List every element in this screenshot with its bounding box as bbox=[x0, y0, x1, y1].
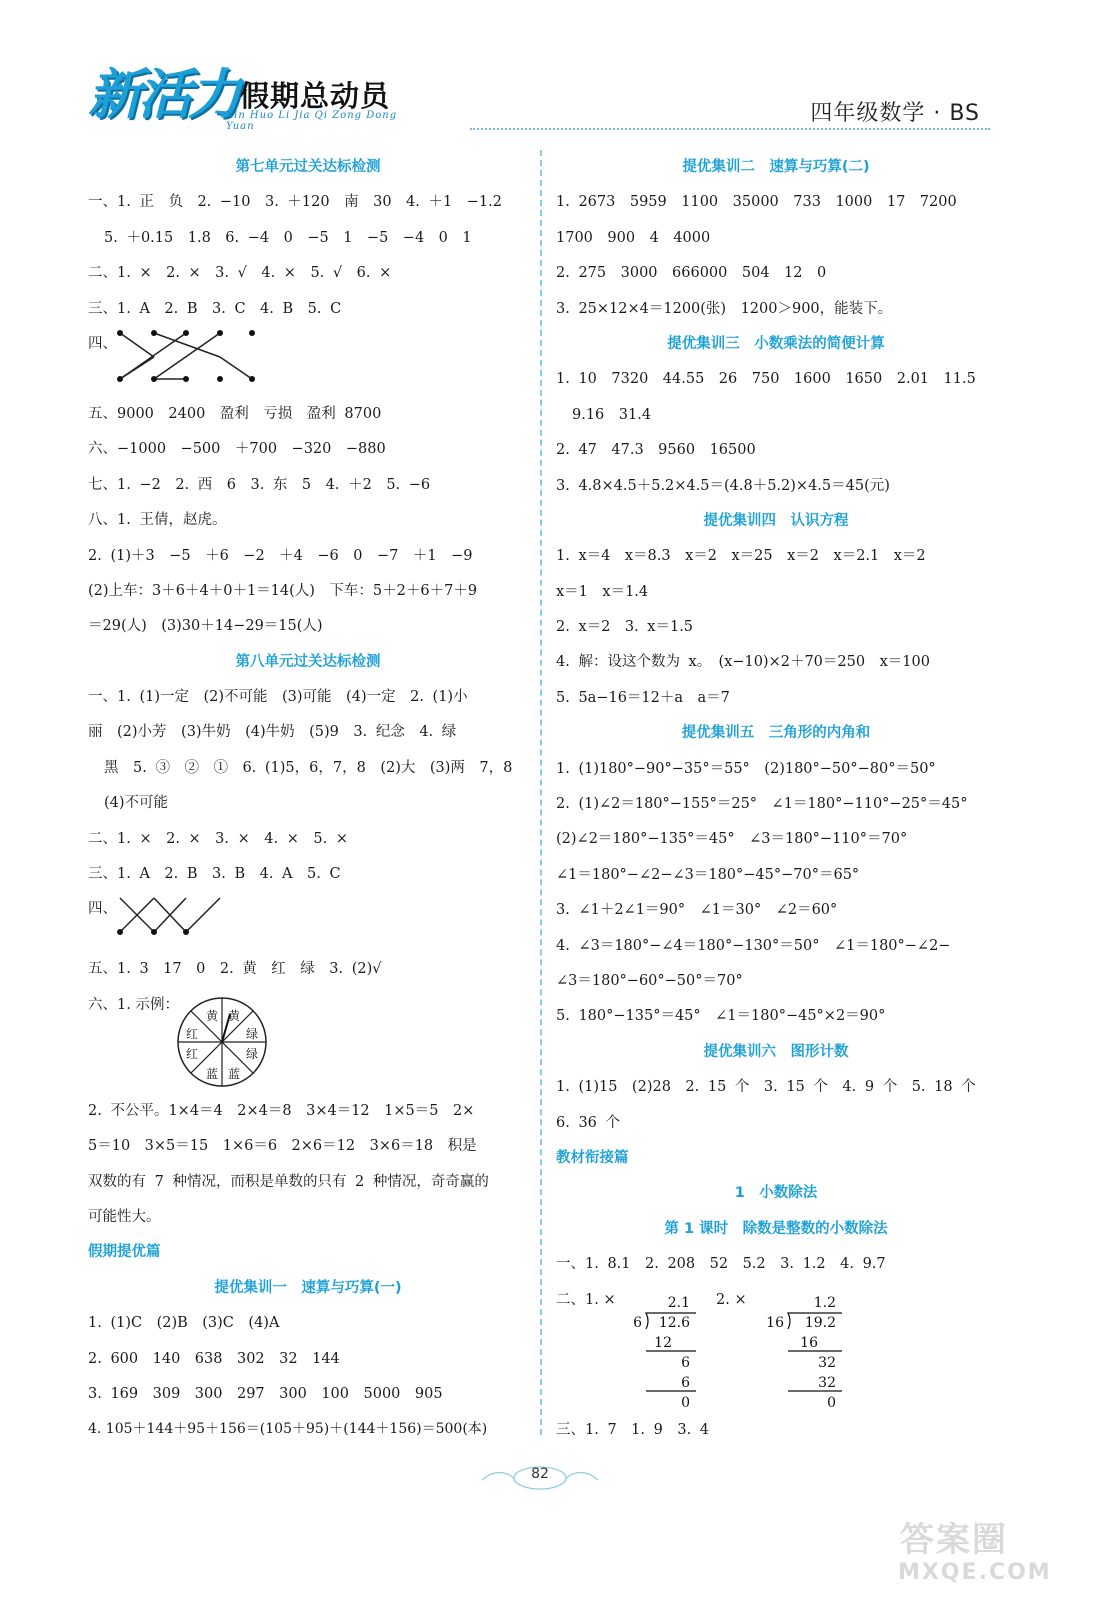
section-title-holiday: 假期提优篇 bbox=[88, 1244, 161, 1261]
answer-line: 二、1. × 2. × 3. × 4. × 5. × bbox=[88, 830, 348, 847]
answer-line: 9.16 31.4 bbox=[572, 406, 652, 423]
divisor: 6 bbox=[633, 1314, 642, 1331]
answer-line: 2. (1)∠2＝180°−155°＝25° ∠1＝180°−110°−25°＝45° bbox=[556, 796, 968, 813]
divisor: 16 bbox=[766, 1314, 784, 1331]
division-label-2: 2. × bbox=[716, 1291, 747, 1308]
long-division-1 bbox=[628, 1293, 718, 1411]
answer-line: 黑 5. ③ ② ① 6. (1)5，6，7，8 (2)大 (3)两 7，8 bbox=[104, 759, 513, 776]
spinner-sector: 黄 bbox=[205, 1008, 219, 1023]
dividend: 12.6 bbox=[658, 1314, 690, 1331]
answer-line: x＝1 x＝1.4 bbox=[556, 583, 649, 600]
answer-line: 七、1. −2 2. 西 6 3. 东 5 4. ＋2 5. −6 bbox=[88, 476, 431, 493]
right-column bbox=[556, 150, 996, 1448]
answer-line: 二、1. × 2. × 3. √ 4. × 5. √ 6. × bbox=[88, 265, 392, 282]
lesson1-heading: 第 1 课时 除数是整数的小数除法 bbox=[664, 1220, 888, 1237]
watermark-url: MXQE.COM bbox=[898, 1560, 1052, 1585]
answer-line: 6. 36 个 bbox=[556, 1114, 621, 1131]
header-divider bbox=[470, 128, 990, 130]
dividend: 19.2 bbox=[804, 1314, 836, 1331]
column-divider bbox=[540, 150, 542, 1435]
answer-line: 八、1. 王倩，赵虎。 bbox=[88, 512, 227, 529]
answer-line: 5. ＋0.15 1.8 6. −4 0 −5 1 −5 −4 0 1 bbox=[104, 229, 472, 246]
step-value: 6 bbox=[681, 1354, 690, 1371]
answer-line: 丽 (2)小芳 (3)牛奶 (4)牛奶 (5)9 3. 纪念 4. 绿 bbox=[88, 724, 457, 741]
answer-line: 1. (1)180°−90°−35°＝55° (2)180°−50°−80°＝50° bbox=[556, 760, 936, 777]
answer-line: 2. x＝2 3. x＝1.5 bbox=[556, 619, 694, 636]
answer-line: 一、1. 8.1 2. 208 52 5.2 3. 1.2 4. 9.7 bbox=[556, 1256, 886, 1273]
spinner-sector: 红 bbox=[185, 1046, 199, 1061]
answer-line: 一、1. (1)一定 (2)不可能 (3)可能 (4)一定 2. (1)小 bbox=[88, 689, 468, 706]
answer-line: 3. 25×12×4＝1200(张) 1200＞900，能装下。 bbox=[556, 300, 893, 317]
watermark-logo: 答案圈 bbox=[900, 1520, 1008, 1560]
answer-line: 5＝10 3×5＝15 1×6＝6 2×6＝12 3×6＝18 积是 bbox=[88, 1138, 477, 1155]
step-value: 32 bbox=[818, 1354, 836, 1371]
answer-line: 五、9000 2400 盈利 亏损 盈利 8700 bbox=[88, 405, 382, 422]
answer-line: (2)上车：3＋6＋4＋0＋1＝14(人) 下车：5＋2＋6＋7＋9 bbox=[88, 582, 478, 599]
brand-logo bbox=[88, 52, 428, 132]
answer-line: 1. 2673 5959 1100 35000 733 1000 17 7200 bbox=[556, 194, 957, 211]
unit7-heading: 第七单元过关达标检测 bbox=[235, 159, 381, 175]
step-value: 12 bbox=[654, 1334, 672, 1351]
page-number: 82 bbox=[531, 1466, 549, 1482]
logo-title: 假期总动员 bbox=[240, 79, 391, 113]
spinner-example bbox=[88, 988, 528, 1094]
answer-line: 1. (1)15 (2)28 2. 15 个 3. 15 个 4. 9 个 5. 18 个 bbox=[556, 1079, 976, 1096]
answer-line: 六、−1000 −500 ＋700 −320 −880 bbox=[88, 441, 386, 458]
left-column bbox=[88, 150, 528, 1448]
answer-line: (4)不可能 bbox=[104, 795, 169, 812]
division-label-1: 二、1. × bbox=[556, 1291, 616, 1308]
matching-figure-unit8 bbox=[88, 892, 528, 952]
spinner-label: 六、1. 示例： bbox=[88, 996, 179, 1013]
answer-line: 三、1. A 2. B 3. B 4. A 5. C bbox=[88, 866, 341, 883]
answer-line: (2)∠2＝180°−135°＝45° ∠3＝180°−110°＝70° bbox=[556, 831, 908, 848]
answer-line: 1700 900 4 4000 bbox=[556, 229, 711, 246]
quotient: 2.1 bbox=[667, 1294, 690, 1311]
answer-line: 2. 275 3000 666000 504 12 0 bbox=[556, 265, 827, 282]
long-division-2 bbox=[762, 1293, 862, 1411]
page-header bbox=[0, 0, 1100, 140]
step-value: 32 bbox=[818, 1374, 836, 1391]
section-title-textbook: 教材衔接篇 bbox=[556, 1149, 629, 1166]
answer-line: 3. 4.8×4.5＋5.2×4.5＝(4.8＋5.2)×4.5＝45(元) bbox=[556, 477, 890, 494]
answer-line: 3. ∠1＋2∠1＝90° ∠1＝30° ∠2＝60° bbox=[556, 902, 838, 919]
training6-heading: 提优集训六 图形计数 bbox=[703, 1043, 849, 1060]
long-division-answers bbox=[556, 1283, 996, 1413]
spinner-sector: 蓝 bbox=[227, 1066, 241, 1081]
answer-line: 三、1. 7 1. 9 3. 4 bbox=[556, 1421, 710, 1438]
answer-line: 4. 105＋144＋95＋156＝(105＋95)＋(144＋156)＝500(本) bbox=[88, 1421, 488, 1438]
answer-line: 4. 解：设这个数为 x。 (x−10)×2＋70＝250 x＝100 bbox=[556, 654, 930, 671]
answer-line: ∠1＝180°−∠2−∠3＝180°−45°−70°＝65° bbox=[556, 866, 860, 883]
step-value: 0 bbox=[827, 1394, 836, 1411]
step-value: 6 bbox=[681, 1374, 690, 1391]
grade-subject-label: 四年级数学 · BS bbox=[810, 101, 980, 126]
training1-heading: 提优集训一 速算与巧算(一) bbox=[214, 1279, 402, 1296]
training4-heading: 提优集训四 认识方程 bbox=[703, 512, 849, 529]
figure-label: 四、 bbox=[88, 901, 117, 918]
answer-line: 双数的有 7 种情况，而积是单数的只有 2 种情况，奇奇赢的 bbox=[88, 1173, 489, 1190]
answer-line: 4. ∠3＝180°−∠4＝180°−130°＝50° ∠1＝180°−∠2− bbox=[556, 937, 951, 954]
matching-lines-diagram bbox=[112, 327, 292, 397]
answer-line: 2. 600 140 638 302 32 144 bbox=[88, 1350, 340, 1367]
answer-line: 3. 169 309 300 297 300 100 5000 905 bbox=[88, 1385, 443, 1402]
step-value: 0 bbox=[681, 1394, 690, 1411]
answer-line: 五、1. 3 17 0 2. 黄 红 绿 3. (2)√ bbox=[88, 961, 382, 978]
training2-heading: 提优集训二 速算与巧算(二) bbox=[682, 159, 870, 175]
spinner-sector: 黄 bbox=[227, 1008, 241, 1023]
answer-line: 一、1. 正 负 2. −10 3. ＋120 南 30 4. ＋1 −1.2 bbox=[88, 194, 502, 211]
answer-line: 1. 10 7320 44.55 26 750 1600 1650 2.01 11.5 bbox=[556, 371, 976, 388]
spinner-sector: 红 bbox=[185, 1026, 199, 1041]
answer-line: 1. (1)C (2)B (3)C (4)A bbox=[88, 1315, 280, 1332]
unit8-heading: 第八单元过关达标检测 bbox=[235, 653, 381, 670]
answer-line: 2. (1)＋3 −5 ＋6 −2 ＋4 −6 0 −7 ＋1 −9 bbox=[88, 547, 473, 564]
training5-heading: 提优集训五 三角形的内角和 bbox=[681, 725, 871, 742]
matching-figure-unit7 bbox=[88, 327, 528, 397]
answer-line: 三、1. A 2. B 3. C 4. B 5. C bbox=[88, 300, 342, 317]
spinner-sector: 绿 bbox=[245, 1026, 259, 1041]
answer-line: 2. 不公平。1×4＝4 2×4＝8 3×4＝12 1×5＝5 2× bbox=[88, 1102, 475, 1119]
spinner-sector: 绿 bbox=[245, 1046, 259, 1061]
quotient: 1.2 bbox=[813, 1294, 836, 1311]
answer-line: ＝29(人) (3)30＋14−29＝15(人) bbox=[88, 618, 323, 635]
answer-line: 2. 47 47.3 9560 16500 bbox=[556, 442, 756, 459]
spinner-sector: 蓝 bbox=[205, 1066, 219, 1081]
step-value: 16 bbox=[800, 1334, 818, 1351]
training3-heading: 提优集训三 小数乘法的简便计算 bbox=[667, 335, 885, 352]
answer-line: ∠3＝180°−60°−50°＝70° bbox=[556, 972, 743, 989]
answer-line: 5. 5a−16＝12＋a a＝7 bbox=[556, 689, 730, 706]
answer-line: 1. x＝4 x＝8.3 x＝2 x＝25 x＝2 x＝2.1 x＝2 bbox=[556, 548, 926, 565]
answer-line: 5. 180°−135°＝45° ∠1＝180°−45°×2＝90° bbox=[556, 1008, 886, 1025]
chapter1-heading: 1 小数除法 bbox=[734, 1185, 818, 1202]
answer-line: 可能性大。 bbox=[88, 1208, 161, 1225]
logo-main-text: 新活力 bbox=[88, 63, 238, 126]
matching-lines-diagram bbox=[112, 892, 252, 942]
figure-label: 四、 bbox=[88, 335, 117, 352]
spinner-wheel bbox=[172, 992, 272, 1092]
logo-pinyin: Xin Huo Li Jia Qi Zong Dong Yuan bbox=[226, 110, 398, 132]
